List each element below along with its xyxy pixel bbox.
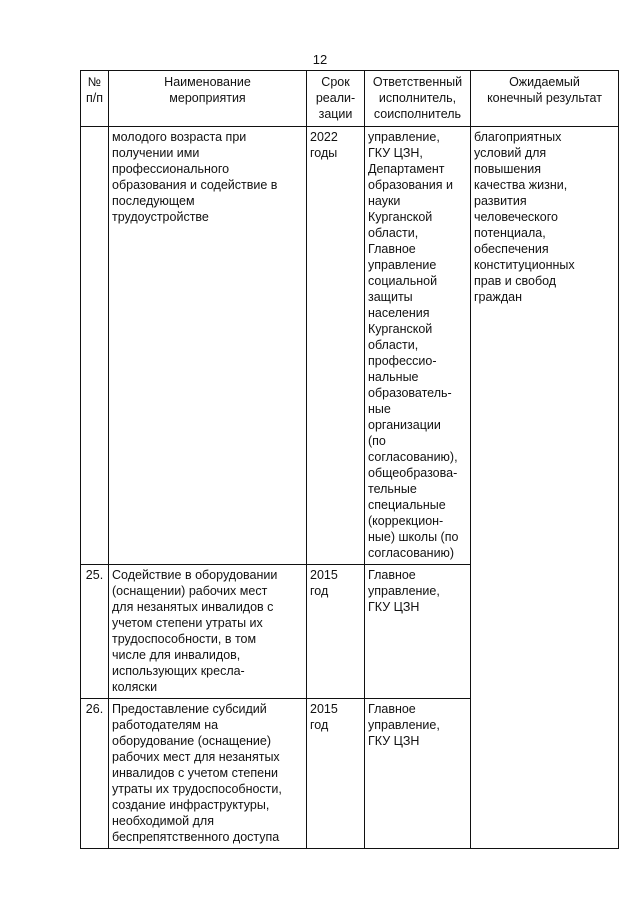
row-responsible: Главное управление, ГКУ ЦЗН	[365, 565, 471, 699]
row-name: Содействие в оборудовании (оснащении) рабочих мест для незанятых инвалидов с учетом степени утраты их трудоспособности, в том числе для инвалидов, использующих кресла- коляски	[109, 565, 307, 699]
row-term: 2015 год	[307, 565, 365, 699]
page-number: 12	[312, 52, 328, 67]
header-result: Ожидаемый конечный результат	[471, 71, 619, 127]
row-term: 2015 год	[307, 699, 365, 849]
row-term: 2022 годы	[307, 127, 365, 565]
header-term: Срок реали- зации	[307, 71, 365, 127]
row-name: молодого возраста при получении ими профессионального образования и содействие в последующем трудоустройстве	[109, 127, 307, 565]
row-num: 25.	[81, 565, 109, 699]
row-responsible: Главное управление, ГКУ ЦЗН	[365, 699, 471, 849]
table-header-row	[81, 71, 619, 127]
row-responsible: управление, ГКУ ЦЗН, Департамент образования и науки Курганской области, Главное управление социальной защиты населения Курганской области, профессио- нальные образователь- ные организации (по согласованию), общеобразова- тельные специальные (коррекцион- ные) школы (по согласованию)	[365, 127, 471, 565]
row-name: Предоставление субсидий работодателям на оборудование (оснащение) рабочих мест для незанятых инвалидов с учетом степени утраты их трудоспособности, создание инфраструктуры, необходимой для беспрепятственного доступа	[109, 699, 307, 849]
table-row	[81, 127, 619, 565]
header-num: № п/п	[81, 71, 109, 127]
measures-table	[80, 70, 619, 849]
row-num	[81, 127, 109, 565]
header-name: Наименование мероприятия	[109, 71, 307, 127]
row-result: благоприятных условий для повышения качества жизни, развития человеческого потенциала, обеспечения конституционных прав и свобод граждан	[471, 127, 619, 849]
header-responsible: Ответственный исполнитель, соисполнитель	[365, 71, 471, 127]
row-num: 26.	[81, 699, 109, 849]
